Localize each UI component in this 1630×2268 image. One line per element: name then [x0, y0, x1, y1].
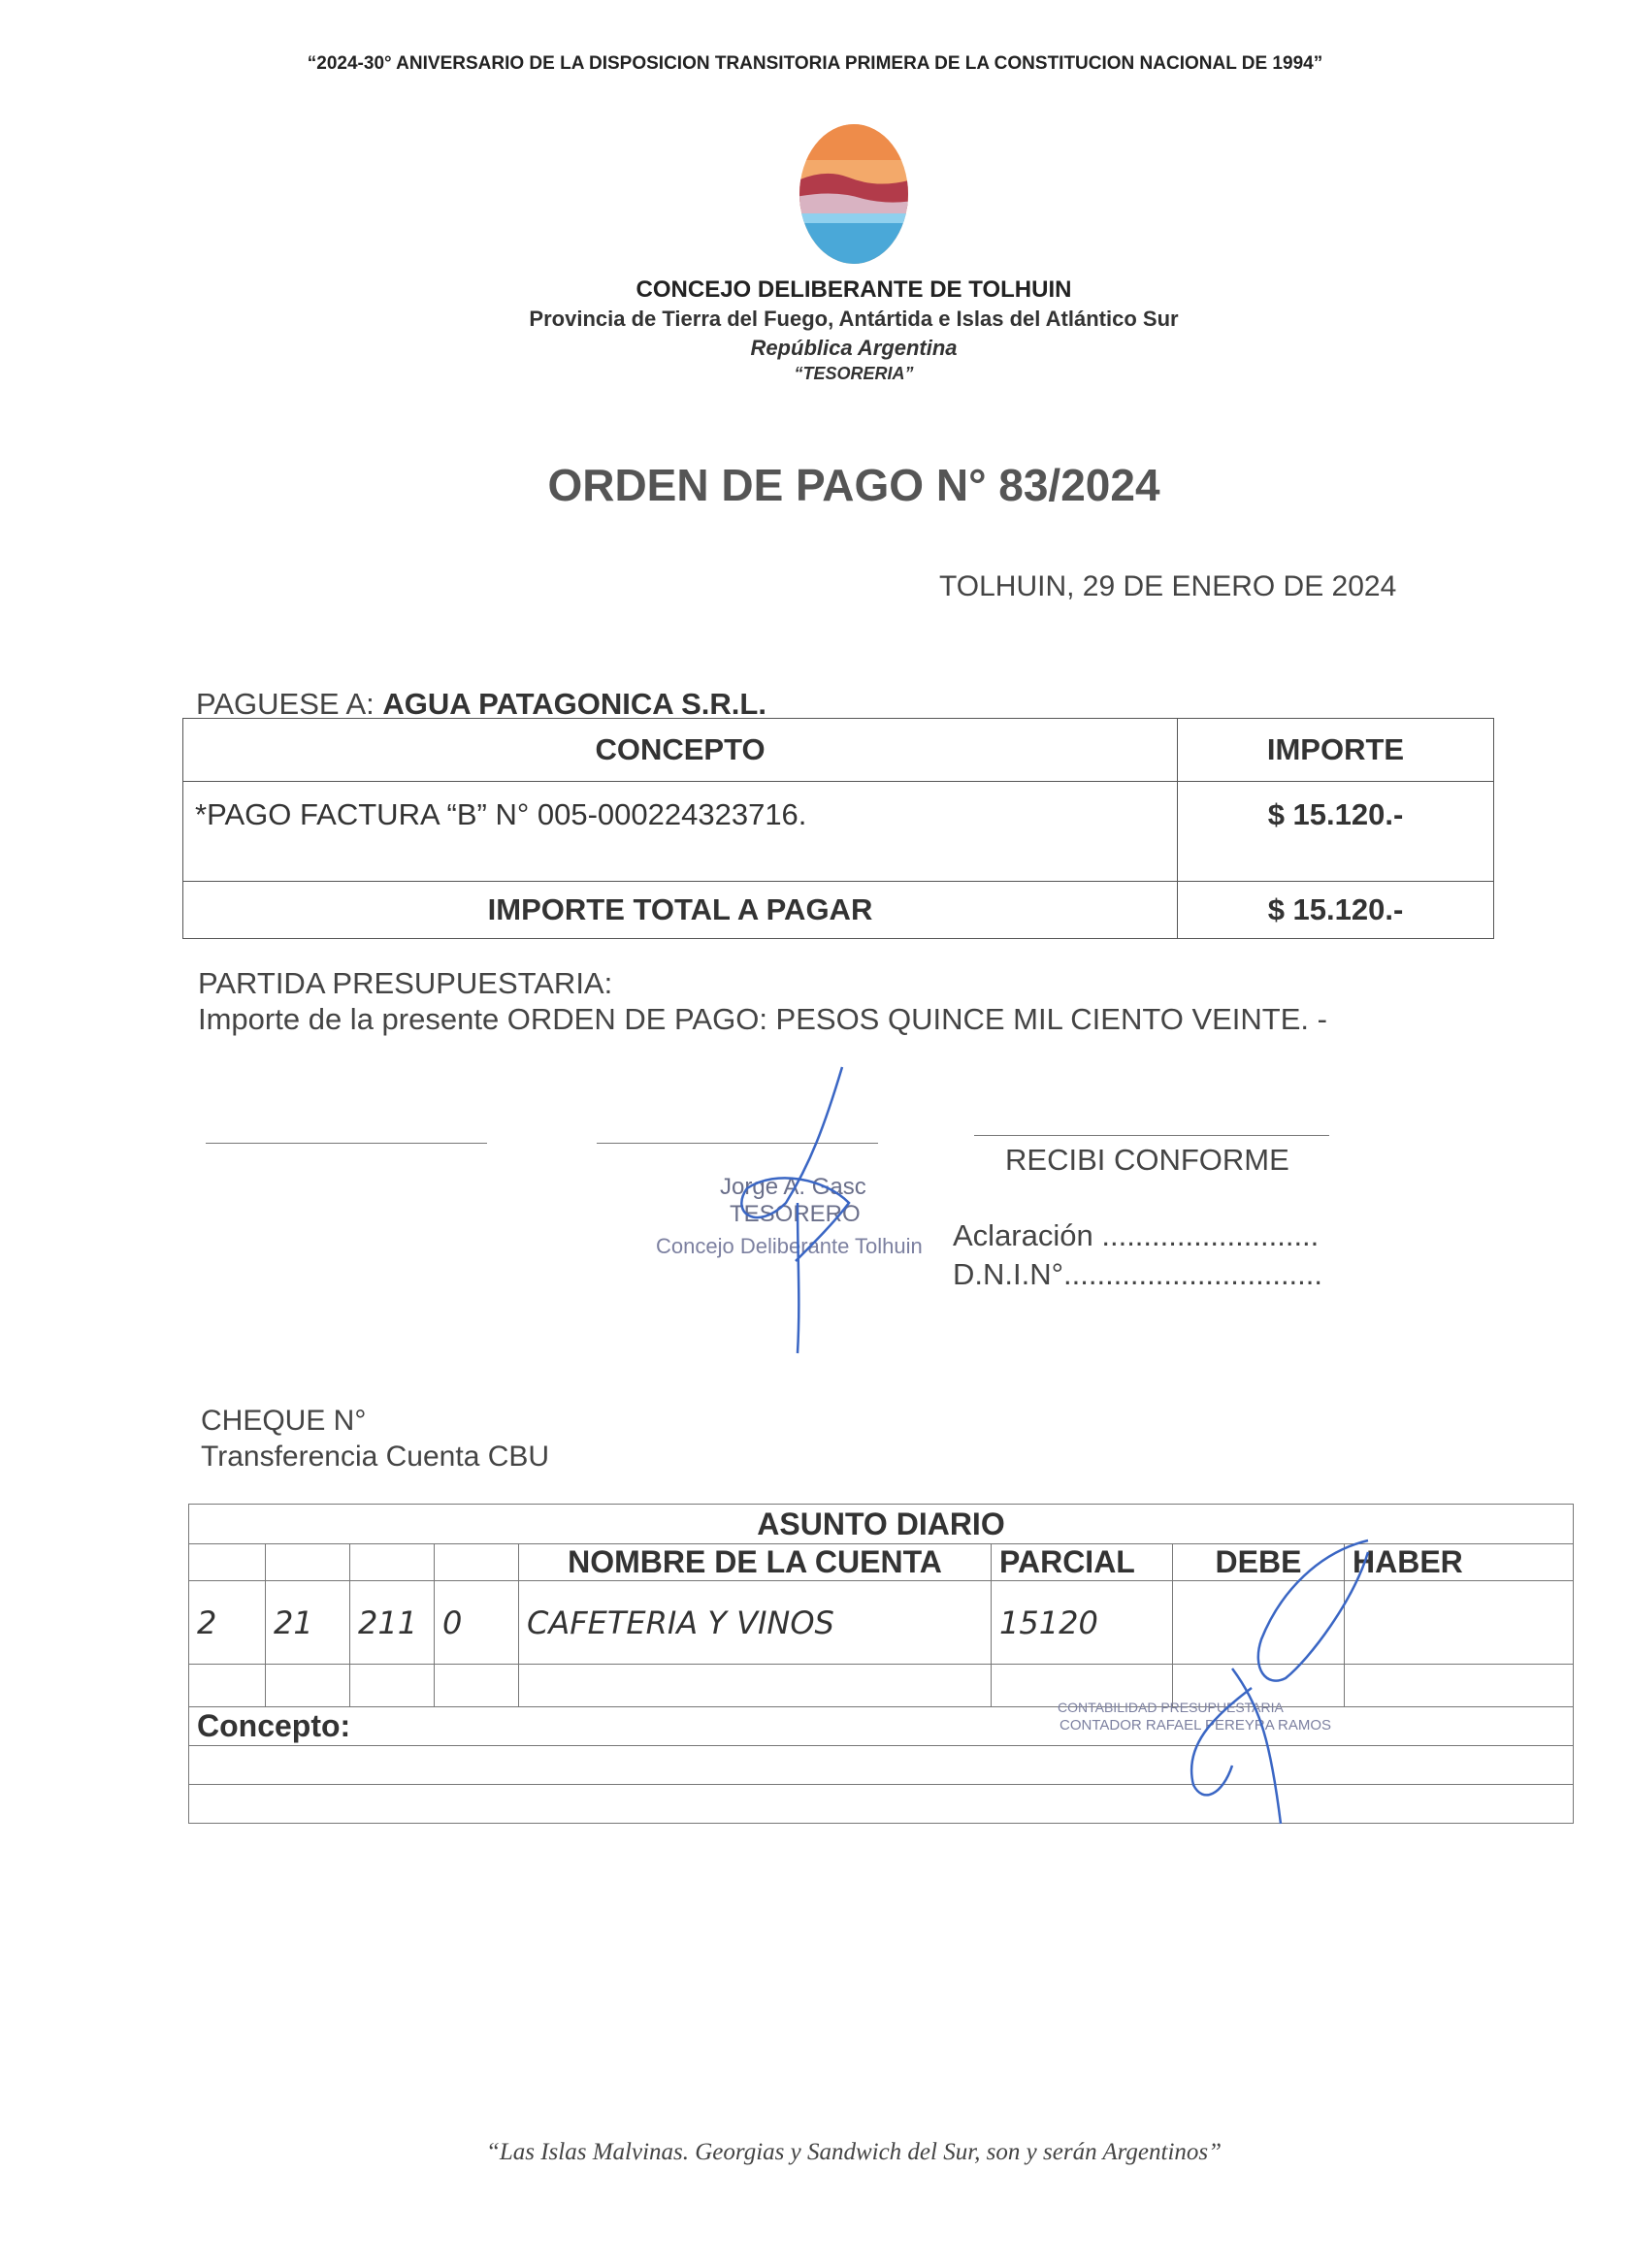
cheque-label: CHEQUE N° — [201, 1405, 367, 1437]
payee-label: PAGUESE A: — [196, 687, 375, 721]
payee-name: AGUA PATAGONICA S.R.L. — [382, 687, 766, 721]
hand-parcial: 15120 — [992, 1581, 1173, 1665]
hand-code-4: 0 — [435, 1581, 519, 1665]
org-dept: “TESORERIA” — [794, 364, 914, 383]
footer-quote: “Las Islas Malvinas. Georgias y Sandwich del Sur, son y serán Argentinos” — [485, 2139, 1222, 2165]
recibi-conforme: RECIBI CONFORME — [1005, 1143, 1289, 1177]
total-value: $ 15.120.- — [1178, 882, 1494, 939]
transfer-label: Transferencia Cuenta CBU — [201, 1441, 550, 1473]
document-date: TOLHUIN, 29 DE ENERO DE 2024 — [939, 570, 1397, 602]
col-parcial: PARCIAL — [992, 1544, 1173, 1581]
hand-account: CAFETERIA Y VINOS — [519, 1581, 992, 1665]
org-province: Provincia de Tierra del Fuego, Antártida e Islas del Atlántico Sur — [529, 307, 1179, 331]
stamp-org: Concejo Deliberante Tolhuin — [656, 1234, 923, 1258]
asunto-diario-table — [188, 1504, 1574, 1824]
stamp-role: TESORERO — [730, 1201, 861, 1227]
signature-line-1 — [206, 1143, 487, 1144]
stamp-name: Jorge A. Gasc — [720, 1174, 866, 1200]
col-debe: DEBE — [1173, 1544, 1345, 1581]
col-concepto-header: CONCEPTO — [183, 719, 1178, 782]
col-importe-header: IMPORTE — [1178, 719, 1494, 782]
org-country: República Argentina — [750, 336, 958, 360]
diario-title: ASUNTO DIARIO — [189, 1505, 1574, 1544]
concepto-label: Concepto: — [189, 1707, 1574, 1746]
hand-code-1: 2 — [189, 1581, 266, 1665]
payee-line — [196, 687, 766, 722]
accounting-stamp-line2: CONTADOR RAFAEL PEREYRA RAMOS — [1060, 1717, 1332, 1733]
accounting-stamp-line1: CONTABILIDAD PRESUPUESTARIA — [1058, 1700, 1284, 1715]
signature-line-3 — [974, 1135, 1329, 1136]
row-importe: $ 15.120.- — [1178, 782, 1494, 882]
hand-code-3: 211 — [350, 1581, 435, 1665]
importe-text: Importe de la presente ORDEN DE PAGO: PESOS QUINCE MIL CIENTO VEINTE. - — [198, 1002, 1327, 1036]
row-concepto: *PAGO FACTURA “B” N° 005-000224323716. — [183, 782, 1178, 882]
aclaracion-line: Aclaración .......................... — [953, 1218, 1320, 1252]
dni-line: D.N.I.N°............................... — [953, 1257, 1323, 1291]
hand-code-2: 21 — [266, 1581, 350, 1665]
org-name: CONCEJO DELIBERANTE DE TOLHUIN — [636, 276, 1072, 303]
payment-table — [182, 718, 1494, 939]
col-nombre-cuenta: NOMBRE DE LA CUENTA — [519, 1544, 992, 1581]
total-label: IMPORTE TOTAL A PAGAR — [183, 882, 1178, 939]
institution-logo — [796, 121, 912, 267]
banner-text: “2024-30° ANIVERSARIO DE LA DISPOSICION TRANSITORIA PRIMERA DE LA CONSTITUCION NACIONAL DE 1994” — [307, 53, 1323, 74]
signature-line-2 — [597, 1143, 878, 1144]
partida-label: PARTIDA PRESUPUESTARIA: — [198, 966, 613, 1000]
col-haber: HABER — [1345, 1544, 1574, 1581]
page-title: ORDEN DE PAGO N° 83/2024 — [547, 460, 1160, 510]
